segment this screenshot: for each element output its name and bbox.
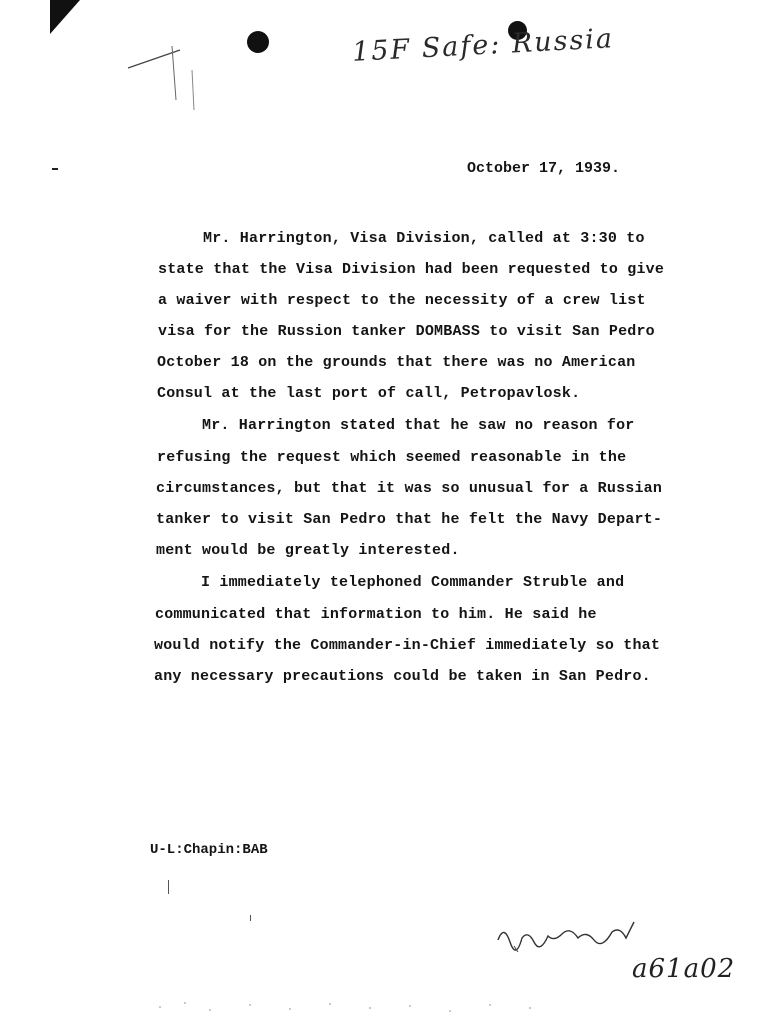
drafter-initials: U-L:Chapin:BAB: [150, 842, 268, 858]
letter-date: October 17, 1939.: [467, 160, 621, 177]
corner-mark: [50, 0, 80, 34]
body-line: circumstances, but that it was so unusual for a Russian: [156, 480, 663, 497]
handwritten-file-note: 15F Safe: Russia: [351, 23, 615, 68]
body-line: state that the Visa Division had been requested to give: [158, 261, 665, 278]
handwritten-file-number: a61a02: [632, 954, 736, 984]
stray-mark: [250, 915, 251, 921]
margin-tick: [52, 168, 58, 170]
body-line: refusing the request which seemed reasonable in the: [157, 449, 627, 466]
body-line: October 18 on the grounds that there was no American: [157, 354, 636, 371]
pencil-mark: [120, 40, 220, 120]
body-line: Mr. Harrington stated that he saw no reason for: [202, 417, 635, 434]
body-line: would notify the Commander-in-Chief immediately so that: [154, 637, 661, 654]
body-line: any necessary precautions could be taken in San Pedro.: [154, 668, 651, 685]
body-line: visa for the Russion tanker DOMBASS to visit San Pedro: [158, 323, 655, 340]
body-line: a waiver with respect to the necessity of a crew list: [158, 292, 646, 309]
body-line: Consul at the last port of call, Petropavlosk.: [157, 385, 581, 402]
body-line: I immediately telephoned Commander Struble and: [201, 574, 625, 591]
stray-mark: [168, 880, 169, 894]
body-line: Mr. Harrington, Visa Division, called at 3:30 to: [203, 230, 645, 247]
signature-scribble: [494, 912, 644, 957]
body-line: tanker to visit San Pedro that he felt the Navy Depart-: [156, 511, 663, 528]
scan-noise: [140, 995, 560, 1020]
body-line: ment would be greatly interested.: [156, 542, 460, 559]
body-line: communicated that information to him. He said he: [155, 606, 597, 623]
punch-hole: [247, 31, 269, 53]
